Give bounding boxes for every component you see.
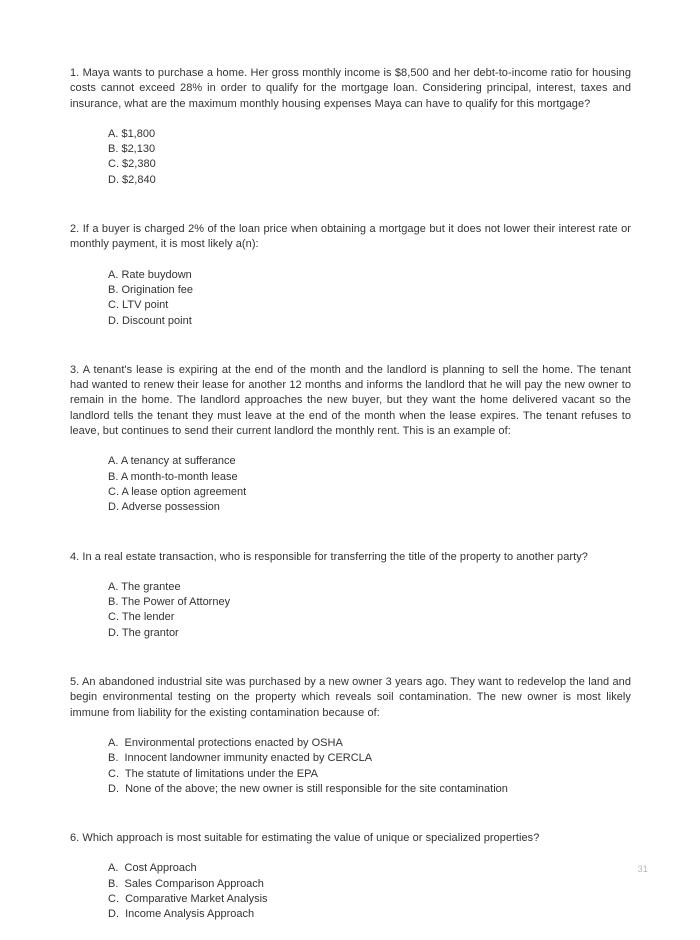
answer-option[interactable]: B. A month-to-month lease	[108, 470, 238, 483]
answer-option[interactable]: A. The grantee	[108, 580, 181, 593]
question-list	[70, 66, 631, 940]
answer-option[interactable]: A. A tenancy at sufferance	[108, 455, 236, 468]
question-stem: 4. In a real estate transaction, who is responsible for transferring the title of the property to another party?	[70, 550, 588, 563]
answer-option[interactable]: D. The grantor	[108, 626, 179, 639]
section-spacer	[70, 205, 631, 222]
section-spacer	[70, 346, 631, 363]
question-item-4	[70, 550, 631, 641]
answer-option[interactable]: B. Innocent landowner immunity enacted by CERCLA	[108, 752, 373, 765]
answer-option[interactable]: A. Environmental protections enacted by OSHA	[108, 736, 343, 749]
answer-option[interactable]: A. $1,800	[108, 127, 156, 140]
answer-options	[70, 580, 631, 641]
answer-option[interactable]: C. The lender	[108, 611, 175, 624]
question-stem: 6. Which approach is most suitable for estimating the value of unique or specialized properties?	[70, 832, 540, 845]
answer-options	[70, 861, 631, 922]
question-item-2	[70, 222, 631, 329]
answer-option[interactable]: C. A lease option agreement	[108, 485, 247, 498]
answer-options	[70, 736, 631, 797]
section-spacer	[70, 658, 631, 675]
section-spacer	[70, 533, 631, 550]
answer-option[interactable]: B. $2,130	[108, 143, 156, 156]
question-stem: 3. A tenant's lease is expiring at the end of the month and the landlord is planning to sell the home. The tenant had wanted to renew their lease for another 12 months and informs the landlord that he will pay the new owner to remain in the home. The landlord approaches the new buyer, but they want the home delivered vacant so the landlord tells the tenant they must leave at the end of the month when the lease expires. The tenant refuses to leave, but continues to send their current landlord the monthly rent. This is an example of:	[70, 363, 631, 438]
answer-option[interactable]: B. The Power of Attorney	[108, 596, 231, 609]
answer-option[interactable]: C. $2,380	[108, 158, 156, 171]
section-spacer	[70, 814, 631, 831]
answer-option[interactable]: C. The statute of limitations under the EPA	[108, 767, 318, 780]
page-number: 31	[637, 864, 648, 874]
answer-option[interactable]: B. Sales Comparison Approach	[108, 877, 264, 890]
question-stem: 5. An abandoned industrial site was purchased by a new owner 3 years ago. They want to redevelop the land and begin environmental testing on the property which reveals soil contamination. The new owner is most likely immune from liability for the existing contamination because of:	[70, 676, 631, 719]
answer-option[interactable]: C. Comparative Market Analysis	[108, 892, 268, 905]
answer-option[interactable]: D. None of the above; the new owner is still responsible for the site contamination	[108, 782, 508, 795]
answer-option[interactable]: D. $2,840	[108, 173, 156, 186]
answer-options	[70, 127, 631, 188]
answer-option[interactable]: C. LTV point	[108, 299, 169, 312]
question-stem: 1. Maya wants to purchase a home. Her gross monthly income is $8,500 and her debt-to-income ratio for housing costs cannot exceed 28% in order to qualify for the mortgage loan. Considering principal, interest, taxes and insurance, what are the maximum monthly housing expenses Maya can have to qualify for this mortgage?	[70, 67, 631, 110]
answer-option[interactable]: B. Origination fee	[108, 283, 193, 296]
question-item-3	[70, 363, 631, 516]
answer-option[interactable]: D. Discount point	[108, 314, 192, 327]
question-item-6	[70, 831, 631, 922]
answer-option[interactable]: A. Rate buydown	[108, 268, 192, 281]
question-item-5	[70, 675, 631, 797]
answer-option[interactable]: D. Adverse possession	[108, 501, 220, 514]
answer-options	[70, 268, 631, 329]
answer-option[interactable]: D. Income Analysis Approach	[108, 908, 255, 921]
question-item-1	[70, 66, 631, 188]
answer-option[interactable]: A. Cost Approach	[108, 862, 197, 875]
answer-options	[70, 454, 631, 515]
question-stem: 2. If a buyer is charged 2% of the loan price when obtaining a mortgage but it does not lower their interest rate or monthly payment, it is most likely a(n):	[70, 223, 631, 251]
